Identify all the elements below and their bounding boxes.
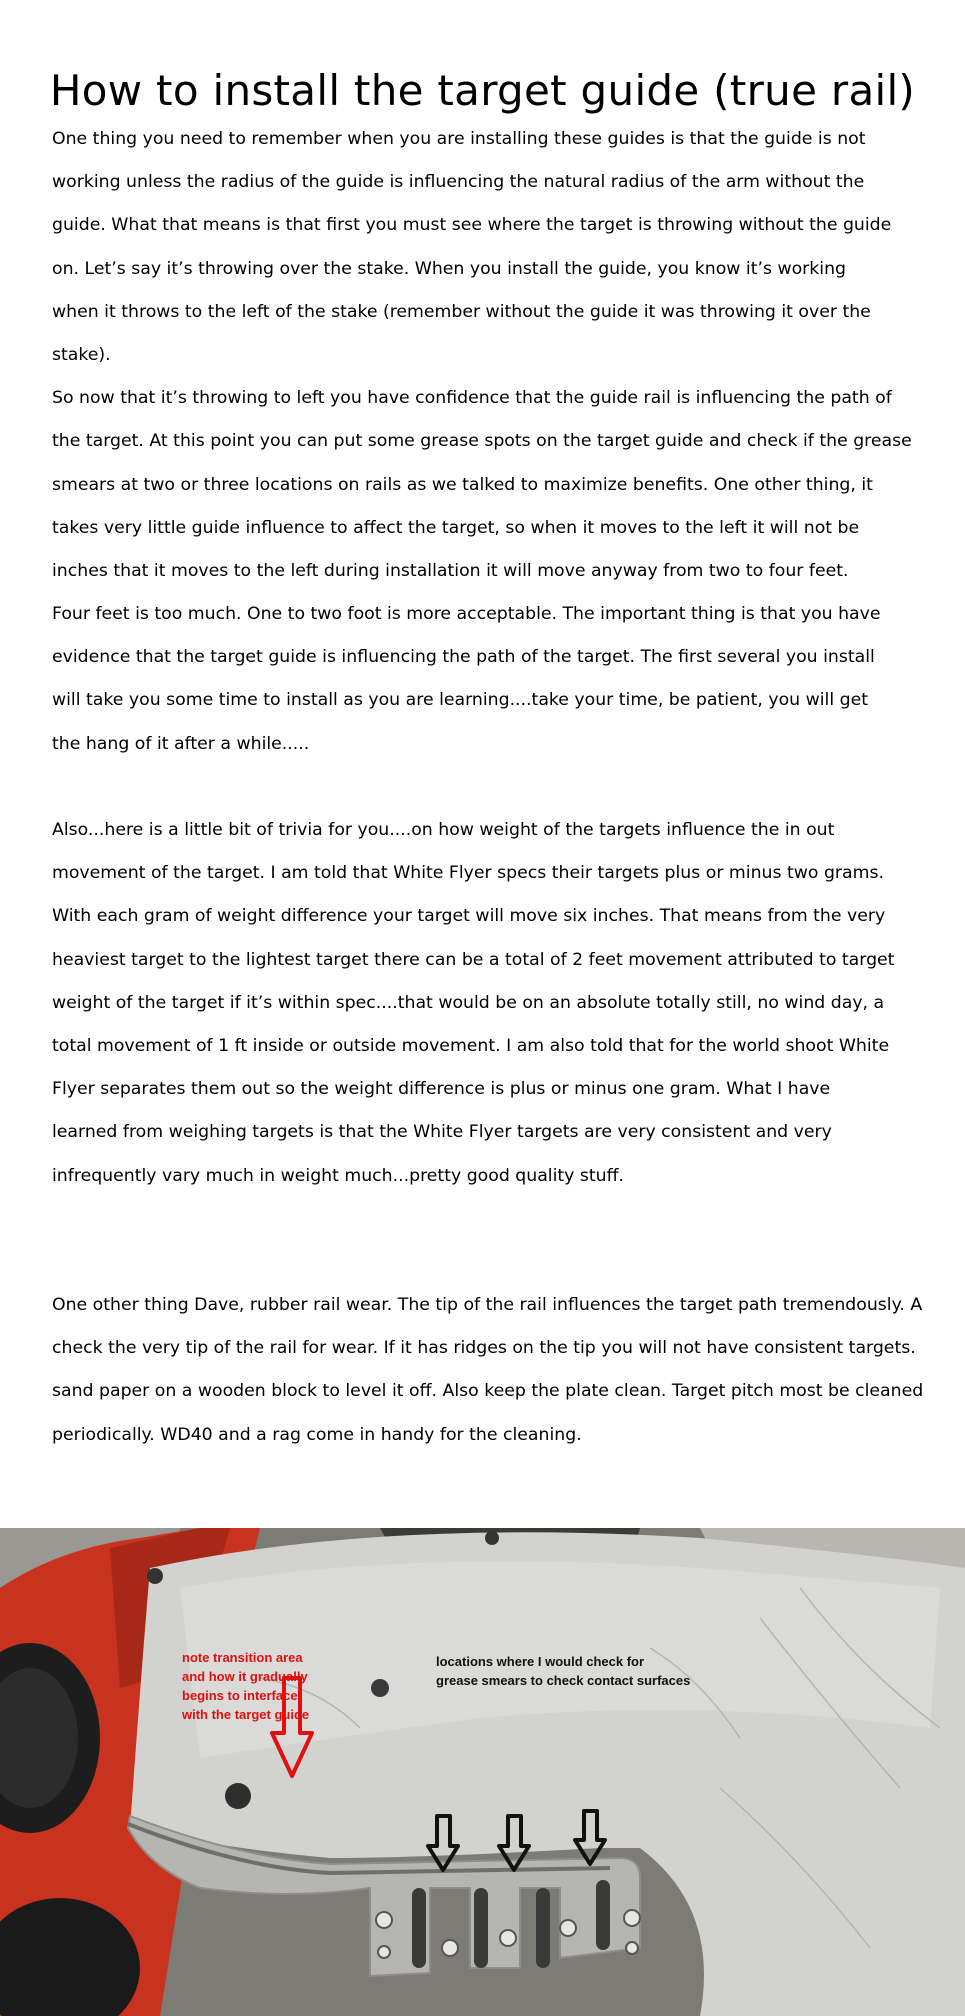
text-line: inches that it moves to the left during installation it will move anyway from two to four feet. — [52, 560, 849, 581]
text-line: check the very tip of the rail for wear. If it has ridges on the tip you will not have consistent targets. — [52, 1338, 916, 1359]
text-line: total movement of 1 ft inside or outside movement. I am also told that for the world shoot White — [52, 1035, 890, 1056]
annotation-line: locations where I would check for — [436, 1654, 645, 1669]
text-line: periodically. WD40 and a rag come in handy for the cleaning. — [52, 1424, 582, 1445]
transition-area-note — [182, 1648, 309, 1724]
text-line: when it throws to the left of the stake (remember without the guide it was throwing it over the — [52, 301, 871, 322]
text-line: on. Let’s say it’s throwing over the stake. When you install the guide, you know it’s working — [52, 258, 847, 279]
text-line: smears at two or three locations on rails as we talked to maximize benefits. One other thing, it — [52, 474, 873, 495]
annotation-line: note transition area — [182, 1650, 303, 1665]
annotation-line: and how it gradually — [182, 1669, 308, 1684]
text-line: sand paper on a wooden block to level it off. Also keep the plate clean. Target pitch most be cleaned — [52, 1381, 924, 1402]
text-line: So now that it’s throwing to left you have confidence that the guide rail is influencing the path of — [52, 388, 892, 409]
paragraph-gap — [52, 1241, 965, 1284]
text-line: With each gram of weight difference your target will move six inches. That means from the very — [52, 906, 886, 927]
text-line: stake). — [52, 344, 111, 365]
text-line: infrequently vary much in weight much...pretty good quality stuff. — [52, 1165, 625, 1186]
annotation-line: grease smears to check contact surfaces — [436, 1673, 691, 1688]
text-line: Also...here is a little bit of trivia for you....on how weight of the targets influence the in out — [52, 820, 835, 840]
text-line: the target. At this point you can put some grease spots on the target guide and check if the grease — [52, 431, 912, 452]
text-line: One other thing Dave, rubber rail wear. The tip of the rail influences the target path tremendously. A — [52, 1295, 923, 1316]
paragraph-gap — [52, 1198, 965, 1241]
text-line: weight of the target if it’s within spec....that would be on an absolute totally still, no wind day, a — [52, 992, 885, 1013]
text-line: evidence that the target guide is influencing the path of the target. The first several you install — [52, 647, 875, 668]
grease-locations-note — [436, 1652, 690, 1690]
paragraph-gap — [52, 766, 965, 809]
text-line: movement of the target. I am told that White Flyer specs their targets plus or minus two grams. — [52, 863, 884, 884]
text-line: learned from weighing targets is that the White Flyer targets are very consistent and very — [52, 1122, 832, 1143]
annotation-line: with the target guide — [182, 1707, 310, 1722]
text-line: Four feet is too much. One to two foot is more acceptable. The important thing is that you have — [52, 604, 881, 625]
photo-scene — [0, 1528, 965, 2016]
text-line: guide. What that means is that first you must see where the target is throwing without the guide — [52, 215, 892, 236]
target-guide-photo — [0, 1528, 965, 2016]
text-line: will take you some time to install as you are learning....take your time, be patient, you will get — [52, 690, 869, 711]
text-line: heaviest target to the lightest target there can be a total of 2 feet movement attributed to target — [52, 949, 895, 970]
text-line: the hang of it after a while..... — [52, 733, 310, 754]
page-title: How to install the target guide (true rail) — [49, 66, 916, 115]
text-line: takes very little guide influence to affect the target, so when it moves to the left it will not be — [52, 517, 860, 538]
article-body — [52, 118, 965, 1448]
text-line: One thing you need to remember when you are installing these guides is that the guide is not — [52, 129, 866, 149]
annotation-line: begins to interface — [182, 1688, 298, 1703]
text-line: working unless the radius of the guide is influencing the natural radius of the arm without the — [52, 172, 865, 193]
text-line: Flyer separates them out so the weight difference is plus or minus one gram. What I have — [52, 1079, 831, 1100]
